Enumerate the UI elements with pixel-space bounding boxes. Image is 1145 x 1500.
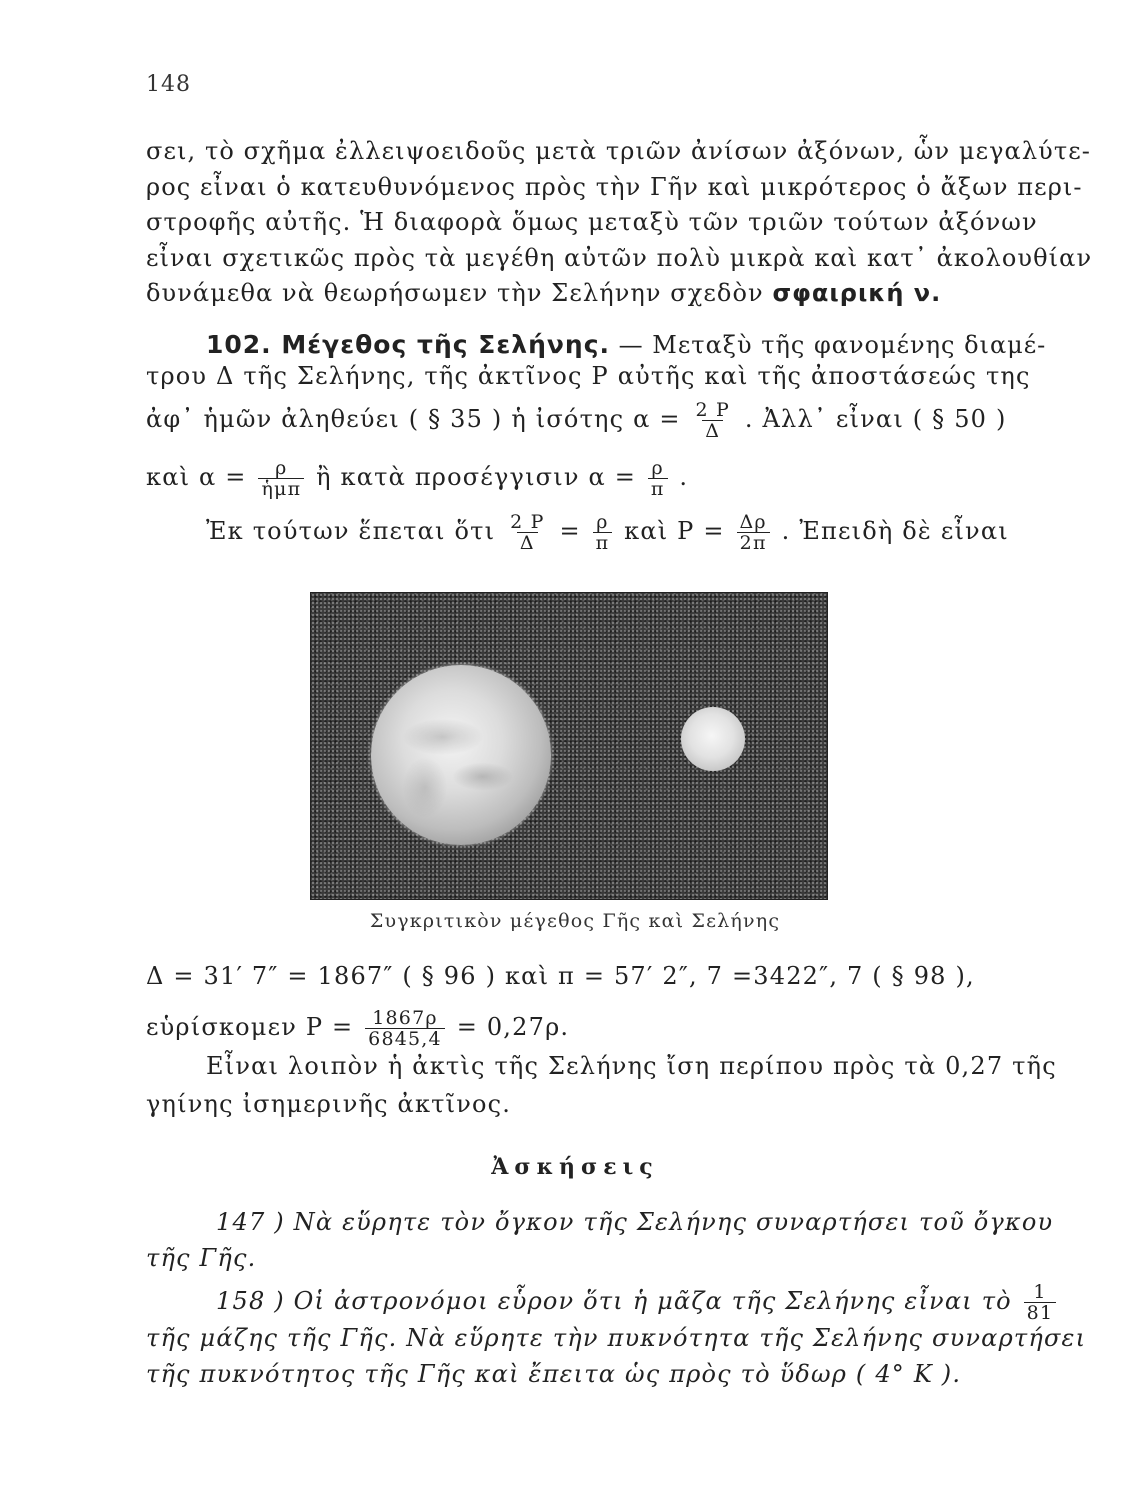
fraction-denominator: 81	[1024, 1302, 1057, 1323]
text-fragment: . Ἀλλ᾽ εἶναι ( § 50 )	[744, 405, 1007, 433]
equation-line	[146, 400, 1007, 441]
text-line	[146, 276, 1004, 312]
earth-disc	[371, 665, 551, 845]
text-fragment: = 0,27ρ.	[456, 1013, 570, 1041]
fraction-numerator: ρ	[596, 511, 609, 533]
text-fragment: δυνάμεθα νὰ θεωρήσωμεν τὴν Σελήνην σχεδὸν	[146, 279, 764, 307]
bold-term: σφαιρική ν.	[772, 279, 942, 307]
fraction-numerator: 2 Ρ	[695, 399, 731, 421]
text-fragment: καὶ Ρ =	[624, 517, 725, 545]
fraction	[648, 458, 668, 499]
exercise-158-line	[216, 1282, 1059, 1323]
fraction	[593, 512, 613, 553]
text-line: τρου Δ τῆς Σελήνης, τῆς ἀκτῖνος Ρ αὐτῆς καὶ τῆς ἀποστάσεώς της	[146, 362, 1031, 390]
fraction	[365, 1008, 445, 1049]
text-line: Εἶναι λοιπὸν ἡ ἀκτὶς τῆς Σελήνης ἴση περίπου πρὸς τὰ 0,27 τῆς	[206, 1052, 1057, 1080]
fraction-denominator: 2π	[737, 532, 770, 553]
fraction-denominator: 6845,4	[365, 1028, 445, 1049]
text-line: γηίνης ἰσημερινῆς ἀκτῖνος.	[146, 1090, 512, 1118]
text-line: στροφῆς αὐτῆς. Ἡ διαφορὰ ὅμως μεταξὺ τῶν τριῶν τούτων ἀξόνων	[146, 208, 1038, 236]
section-heading-line	[206, 330, 1046, 359]
text-fragment: — Μεταξὺ τῆς φανομένης διαμέ-	[618, 331, 1047, 359]
fraction-denominator: ἡμπ	[258, 478, 304, 499]
fraction-numerator: Δρ	[739, 511, 767, 533]
text-fragment: 158 ) Οἱ ἀστρονόμοι εὗρον ὅτι ἡ μᾶζα τῆς Σελήνης εἶναι τὸ	[216, 1287, 1012, 1315]
equation-line	[146, 1008, 569, 1049]
text-fragment: εὑρίσκομεν Ρ =	[146, 1013, 354, 1041]
fraction-numerator: ρ	[275, 457, 288, 479]
fraction-numerator: ρ	[651, 457, 664, 479]
fraction-denominator: Δ	[517, 532, 538, 553]
text-fragment: . Ἐπειδὴ δὲ εἶναι	[781, 517, 1009, 545]
fraction	[507, 512, 548, 553]
text-fragment: Ἐκ τούτων ἕπεται ὅτι	[206, 517, 496, 545]
moon-disc	[681, 707, 745, 771]
figure-caption: Συγκριτικὸν μέγεθος Γῆς καὶ Σελήνης	[369, 910, 781, 932]
text-line: ρος εἶναι ὁ κατευθυνόμενος πρὸς τὴν Γῆν καὶ μικρότερος ὁ ἄξων περι-	[146, 172, 1083, 201]
equals-sign: =	[559, 517, 581, 545]
page-number: 148	[146, 72, 191, 97]
fraction	[737, 512, 770, 553]
section-heading: 102. Μέγεθος τῆς Σελήνης.	[206, 330, 611, 359]
text-fragment: ἀφ᾽ ἡμῶν ἀληθεύει ( § 35 ) ἡ ἰσότης α =	[146, 405, 681, 433]
fraction	[1024, 1282, 1057, 1323]
text-line: Δ = 31′ 7″ = 1867″ ( § 96 ) καὶ π = 57′ 2″, 7 =3422″, 7 ( § 98 ),	[146, 962, 975, 990]
exercise-158-line: τῆς πυκνότητος τῆς Γῆς καὶ ἔπειτα ὡς πρὸς τὸ ὕδωρ ( 4° Κ ).	[146, 1360, 962, 1388]
text-fragment: καὶ α =	[146, 463, 247, 491]
text-line: σει, τὸ σχῆμα ἐλλειψοειδοῦς μετὰ τριῶν ἀνίσων ἀξόνων, ὧν μεγαλύτε-	[146, 137, 1091, 165]
fraction-denominator: π	[648, 478, 668, 499]
exercise-147-line: τῆς Γῆς.	[146, 1244, 257, 1272]
paragraph-shape	[146, 134, 1093, 312]
earth-moon-figure	[310, 592, 828, 900]
fraction-numerator: 2 Ρ	[510, 511, 545, 533]
fraction-denominator: π	[593, 532, 613, 553]
exercise-158-line: τῆς μάζης τῆς Γῆς. Νὰ εὕρητε τὴν πυκνότητα τῆς Σελήνης συναρτήσει	[146, 1324, 1087, 1352]
equation-line	[206, 512, 1009, 553]
text-fragment: ἢ κατὰ προσέγγισιν α =	[316, 463, 637, 491]
fraction	[258, 458, 304, 499]
fraction-numerator: 1867ρ	[372, 1007, 438, 1029]
fraction	[693, 400, 734, 441]
fraction-numerator: 1	[1033, 1281, 1047, 1303]
exercises-title: Ἀσκήσεις	[491, 1154, 659, 1180]
fraction-denominator: Δ	[702, 420, 723, 441]
text-line: εἶναι σχετικῶς πρὸς τὰ μεγέθη αὐτῶν πολὺ μικρὰ καὶ κατ᾽ ἀκολουθίαν	[146, 243, 1093, 272]
equation-line	[146, 458, 688, 499]
text-fragment: .	[679, 463, 689, 491]
exercise-147-line: 147 ) Νὰ εὕρητε τὸν ὄγκον τῆς Σελήνης συναρτήσει τοῦ ὄγκου	[216, 1208, 1054, 1236]
